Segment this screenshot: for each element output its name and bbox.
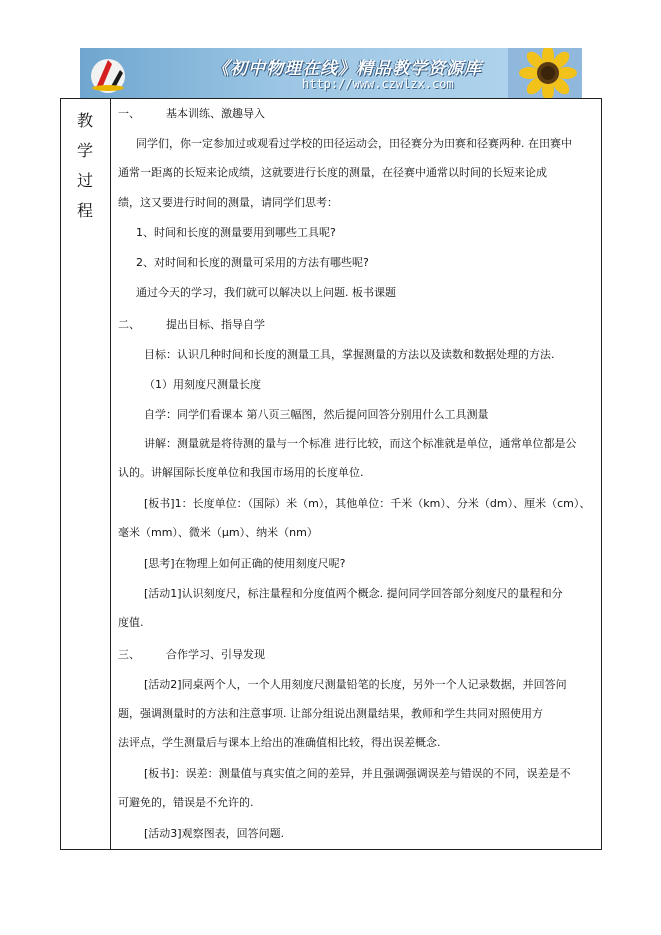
board-note-line: [板书]1：长度单位：（国际）米（m），其他单位：千米（km）、分米（dm）、厘米（cm）、	[144, 497, 591, 510]
activity1-line: [活动1]认识刻度尺，标注量程和分度值两个概念. 提问同学回答部分刻度尺的量程和分	[144, 587, 563, 600]
subheading-ruler: （1）用刻度尺测量长度	[144, 378, 261, 391]
section1-heading: 一、 基本训练、激趣导入	[118, 107, 265, 120]
activity1-line: 度值.	[118, 616, 144, 629]
board-note2-line: 可避免的，错误是不允许的.	[118, 796, 254, 809]
question-1: 1、时间和长度的测量要用到哪些工具呢?	[136, 226, 336, 239]
board-note-line: 毫米（mm）、微米（μm）、纳米（nm）	[118, 526, 318, 539]
banner-url: http://www.czwlzx.com	[302, 77, 454, 91]
goal-text: 目标：认识几种时间和长度的测量工具，掌握测量的方法以及读数和数据处理的方法.	[144, 348, 555, 361]
side-label-char: 学	[76, 141, 93, 160]
activity2-line: [活动2]同桌两个人，一个人用刻度尺测量铅笔的长度，另外一个人记录数据，并回答问	[144, 678, 567, 691]
column-divider	[110, 98, 111, 850]
activity2-line: 法评点，学生测量后与课本上给出的准确值相比较，得出误差概念.	[118, 736, 441, 749]
activity3-text: [活动3]观察图表，回答问题.	[144, 827, 285, 840]
header-banner	[80, 48, 582, 98]
side-label-char: 过	[76, 171, 93, 190]
section3-heading: 三、 合作学习、引导发现	[118, 648, 265, 661]
question-2: 2、对时间和长度的测量可采用的方法有哪些呢?	[136, 256, 369, 269]
side-label-column	[60, 106, 110, 226]
side-label-char: 程	[76, 201, 93, 220]
think-text: [思考]在物理上如何正确的使用刻度尺呢?	[144, 557, 346, 570]
activity2-line: 题，强调测量时的方法和注意事项. 让部分组说出测量结果，教师和学生共同对照使用方	[118, 707, 543, 720]
board-note2-line: [板书]：误差：测量值与真实值之间的差异，并且强调强调误差与错误的不同，误差是不	[144, 767, 571, 780]
explain-line: 讲解：测量就是将待测的量与一个标准 进行比较，而这个标准就是单位，通常单位都是公	[144, 437, 577, 450]
section1-closing: 通过今天的学习，我们就可以解决以上问题. 板书课题	[136, 286, 396, 299]
section1-para-line: 绩，这又要进行时间的测量，请同学们思考：	[118, 196, 338, 209]
self-study-text: 自学：同学们看课本 第八页三幅图，然后提问回答分别用什么工具测量	[144, 408, 489, 421]
section1-para-line: 通常一距离的长短来论成绩，这就要进行长度的测量，在径赛中通常以时间的长短来论成	[118, 166, 547, 179]
explain-line: 认的。讲解国际长度单位和我国市场用的长度单位.	[118, 466, 364, 479]
banner-title: 《初中物理在线》精品教学资源库	[212, 59, 482, 79]
sunflower-icon	[508, 48, 582, 98]
side-label-char: 教	[76, 111, 93, 130]
section1-para-line: 同学们，你一定参加过或观看过学校的田径运动会，田径赛分为田赛和径赛两种. 在田赛中	[136, 137, 572, 150]
section2-heading: 二、 提出目标、指导自学	[118, 318, 265, 331]
site-logo-icon	[86, 52, 130, 96]
